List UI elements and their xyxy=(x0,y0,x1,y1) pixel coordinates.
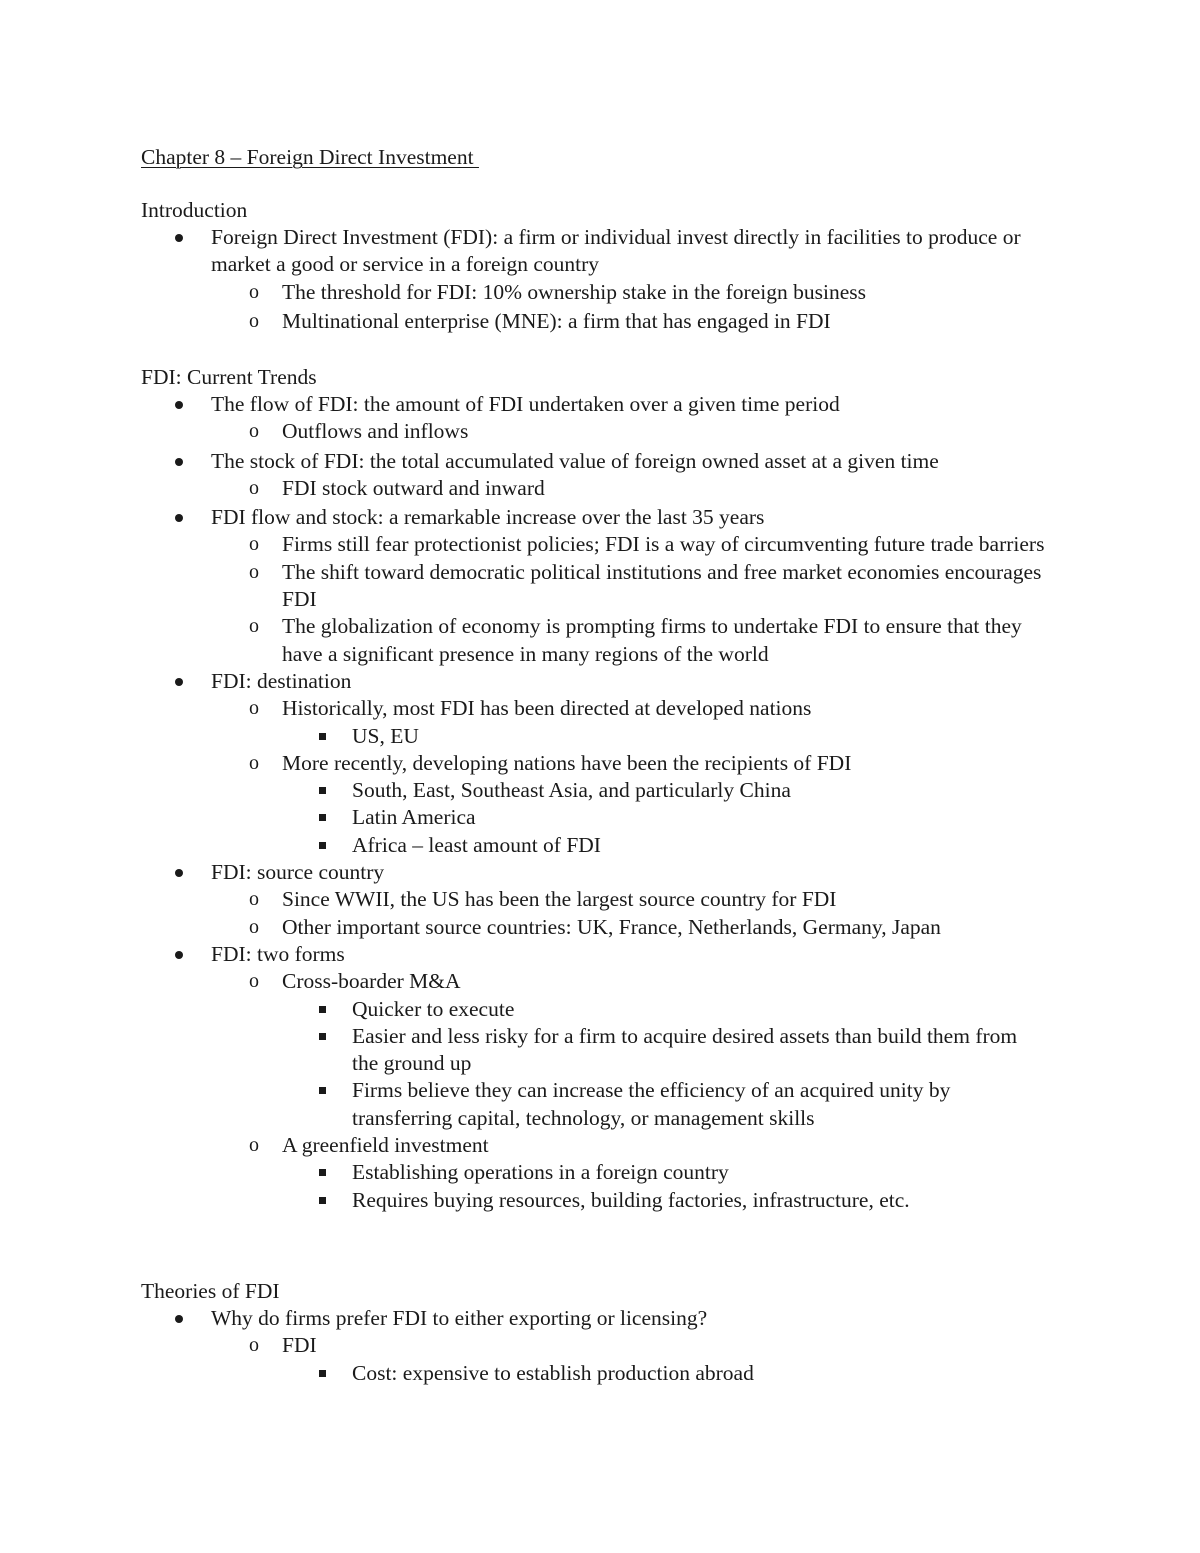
bullet-square-icon xyxy=(319,1087,326,1094)
list-item: Why do firms prefer FDI to either exporting or licensing? xyxy=(0,1305,1200,1332)
list-item: o Historically, most FDI has been directed at developed nations xyxy=(0,695,1200,722)
list-item: o The threshold for FDI: 10% ownership stake in the foreign business xyxy=(0,279,1200,306)
bullet-circle-icon: o xyxy=(249,476,259,499)
list-item: o More recently, developing nations have been the recipients of FDI xyxy=(0,750,1200,777)
list-item: FDI: source country xyxy=(0,859,1200,886)
introduction-list xyxy=(0,224,1200,335)
list-item: Africa – least amount of FDI xyxy=(0,832,1200,859)
bullet-circle-icon: o xyxy=(249,1134,259,1157)
bullet-dot-icon xyxy=(175,458,183,466)
bullet-circle-icon: o xyxy=(249,915,259,938)
list-item: o Multinational enterprise (MNE): a firm that has engaged in FDI xyxy=(0,308,1200,335)
list-item: The stock of FDI: the total accumulated value of foreign owned asset at a given time xyxy=(0,448,1200,475)
current-trends-list xyxy=(0,391,1200,1214)
list-item: o The globalization of economy is prompting firms to undertake FDI to ensure that they have a significant presence in many regions of the world xyxy=(249,614,1022,666)
bullet-dot-icon xyxy=(175,951,183,959)
bullet-dot-icon xyxy=(175,869,183,877)
bullet-circle-icon: o xyxy=(249,533,259,556)
list-item: US, EU xyxy=(0,723,1200,750)
list-item: Easier and less risky for a firm to acquire desired assets than build them from the ground up xyxy=(0,1023,1200,1078)
section-heading-introduction: Introduction xyxy=(141,198,248,222)
list-item: o FDI stock outward and inward xyxy=(0,475,1200,502)
theories-list xyxy=(0,1305,1200,1387)
list-item: FDI flow and stock: a remarkable increase over the last 35 years xyxy=(0,504,1200,531)
list-item: Foreign Direct Investment (FDI): a firm or individual invest directly in facilities to produce or market a good or service in a foreign country xyxy=(0,224,1200,279)
bullet-dot-icon xyxy=(175,401,183,409)
list-item: Establishing operations in a foreign country xyxy=(0,1159,1200,1186)
bullet-dot-icon xyxy=(175,514,183,522)
bullet-circle-icon: o xyxy=(249,560,259,583)
bullet-circle-icon: o xyxy=(249,751,259,774)
bullet-square-icon xyxy=(319,1169,326,1176)
list-item: o FDI xyxy=(0,1332,1200,1359)
bullet-square-icon xyxy=(319,814,326,821)
list-item: FDI: destination xyxy=(0,668,1200,695)
bullet-square-icon xyxy=(319,1370,326,1377)
bullet-dot-icon xyxy=(175,1315,183,1323)
list-item: FDI: two forms xyxy=(0,941,1200,968)
bullet-square-icon xyxy=(319,1006,326,1013)
bullet-circle-icon: o xyxy=(249,280,259,303)
list-item: o Outflows and inflows xyxy=(0,418,1200,445)
list-item: The flow of FDI: the amount of FDI undertaken over a given time period xyxy=(0,391,1200,418)
bullet-circle-icon: o xyxy=(249,309,259,332)
bullet-dot-icon xyxy=(175,678,183,686)
list-item: Latin America xyxy=(0,804,1200,831)
list-item: Quicker to execute xyxy=(0,996,1200,1023)
section-heading-current-trends: FDI: Current Trends xyxy=(141,365,317,389)
list-item: Cost: expensive to establish production abroad xyxy=(0,1360,1200,1387)
section-heading-theories: Theories of FDI xyxy=(141,1279,280,1303)
list-item: o The shift toward democratic political institutions and free market economies encourages FDI xyxy=(249,559,1042,612)
bullet-circle-icon: o xyxy=(249,888,259,911)
bullet-circle-icon: o xyxy=(249,970,259,993)
bullet-circle-icon: o xyxy=(249,1334,259,1357)
bullet-square-icon xyxy=(319,733,326,740)
chapter-title: Chapter 8 – Foreign Direct Investment xyxy=(141,145,479,169)
list-item: o Since WWII, the US has been the largest source country for FDI xyxy=(0,886,1200,913)
bullet-square-icon xyxy=(319,1033,326,1040)
list-item: o Other important source countries: UK, France, Netherlands, Germany, Japan xyxy=(0,914,1200,941)
list-item: o Cross-boarder M&A xyxy=(0,968,1200,995)
bullet-dot-icon xyxy=(175,234,183,242)
list-item: Firms believe they can increase the efficiency of an acquired unity by transferring capital, technology, or management skills xyxy=(0,1077,1200,1132)
list-item: South, East, Southeast Asia, and particularly China xyxy=(0,777,1200,804)
list-item: Requires buying resources, building factories, infrastructure, etc. xyxy=(0,1187,1200,1214)
bullet-square-icon xyxy=(319,787,326,794)
bullet-square-icon xyxy=(319,1197,326,1204)
bullet-square-icon xyxy=(319,842,326,849)
list-item: o Firms still fear protectionist policies; FDI is a way of circumventing future trade barriers xyxy=(0,531,1200,558)
bullet-circle-icon: o xyxy=(249,697,259,720)
list-item: o A greenfield investment xyxy=(0,1132,1200,1159)
bullet-circle-icon: o xyxy=(249,420,259,443)
bullet-circle-icon: o xyxy=(249,615,259,638)
